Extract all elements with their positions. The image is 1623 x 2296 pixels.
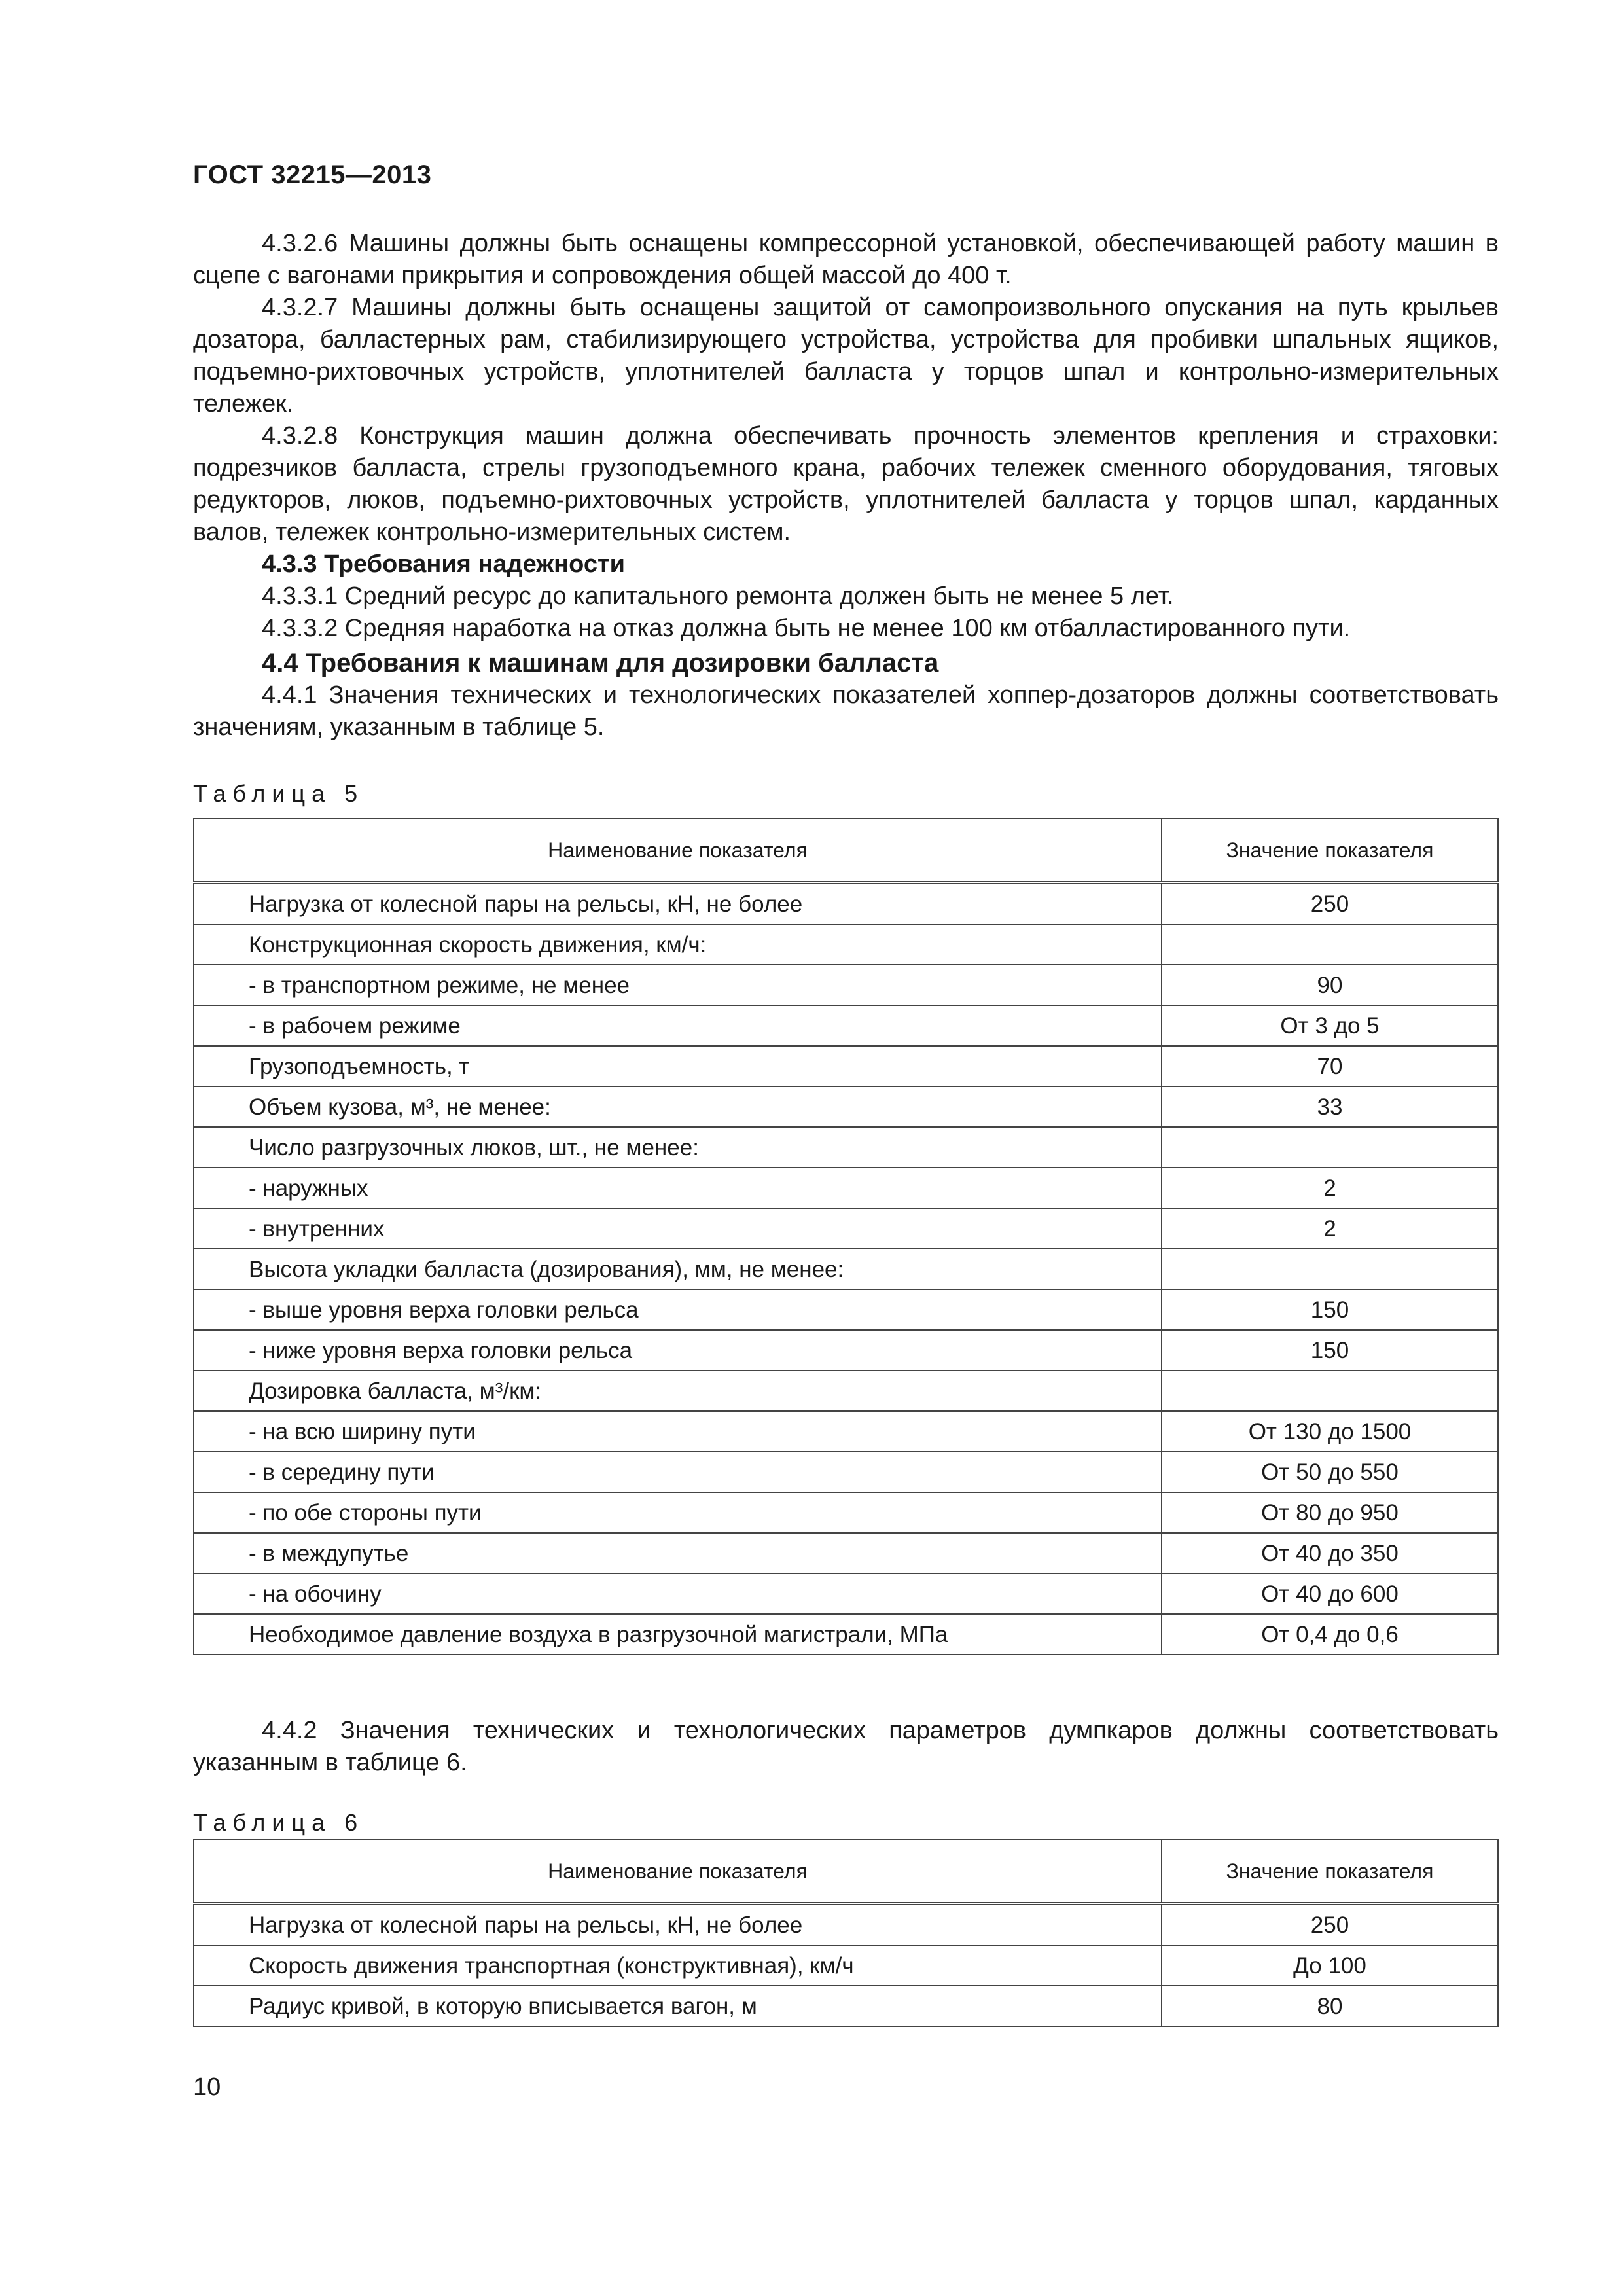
document-header: ГОСТ 32215—2013 [193, 160, 432, 189]
heading-4-3-3: 4.3.3 Требования надежности [262, 550, 625, 578]
table-5-caption: Таблица 5 [193, 780, 365, 807]
row-name-cell: Число разгрузочных люков, шт., не менее: [194, 1127, 1162, 1168]
table-row [194, 1533, 1498, 1573]
column-header-value: Значение показателя [1162, 1840, 1498, 1904]
row-value-cell: От 80 до 950 [1162, 1492, 1498, 1533]
row-value-cell [1162, 1371, 1498, 1411]
row-value-cell: 2 [1162, 1208, 1498, 1249]
paragraph-4-4-1: 4.4.1 Значения технических и технологических показателей хоппер-дозаторов должны соответствовать значениям, указанным в таблице 5. [193, 681, 1499, 741]
table-row [194, 1127, 1498, 1168]
row-name-cell: Скорость движения транспортная (конструктивная), км/ч [194, 1945, 1162, 1986]
row-name-cell: Радиус кривой, в которую вписывается вагон, м [194, 1986, 1162, 2026]
table-row [194, 1005, 1498, 1046]
row-name-cell: Нагрузка от колесной пары на рельсы, кН, не более [194, 1904, 1162, 1946]
row-value-cell: 250 [1162, 1904, 1498, 1946]
table-5 [193, 818, 1499, 1655]
table-row [194, 1289, 1498, 1330]
row-name-cell: - выше уровня верха головки рельса [194, 1289, 1162, 1330]
table-row [194, 1086, 1498, 1127]
row-name-cell: Конструкционная скорость движения, км/ч: [194, 924, 1162, 965]
table-5-body [194, 883, 1498, 1655]
row-value-cell: До 100 [1162, 1945, 1498, 1986]
row-name-cell: Необходимое давление воздуха в разгрузочной магистрали, МПа [194, 1614, 1162, 1655]
row-name-cell: - ниже уровня верха головки рельса [194, 1330, 1162, 1371]
text-block-requirements [193, 228, 1499, 744]
table-header-row [194, 1840, 1498, 1904]
table-row [194, 1249, 1498, 1289]
row-value-cell: От 130 до 1500 [1162, 1411, 1498, 1452]
row-value-cell: От 0,4 до 0,6 [1162, 1614, 1498, 1655]
row-name-cell: Объем кузова, м³, не менее: [194, 1086, 1162, 1127]
row-name-cell: - наружных [194, 1168, 1162, 1208]
row-value-cell: 2 [1162, 1168, 1498, 1208]
row-name-cell: Грузоподъемность, т [194, 1046, 1162, 1086]
table-row [194, 924, 1498, 965]
row-name-cell: Высота укладки балласта (дозирования), мм, не менее: [194, 1249, 1162, 1289]
row-name-cell: - в транспортном режиме, не менее [194, 965, 1162, 1005]
table-row [194, 1168, 1498, 1208]
table-row [194, 1330, 1498, 1371]
row-value-cell: От 40 до 600 [1162, 1573, 1498, 1614]
row-value-cell: От 40 до 350 [1162, 1533, 1498, 1573]
row-name-cell: - по обе стороны пути [194, 1492, 1162, 1533]
table-row [194, 1614, 1498, 1655]
row-value-cell [1162, 924, 1498, 965]
table-header-row [194, 819, 1498, 883]
row-value-cell: 90 [1162, 965, 1498, 1005]
paragraph-4-3-3-1: 4.3.3.1 Средний ресурс до капитального ремонта должен быть не менее 5 лет. [262, 583, 1174, 610]
row-name-cell: Нагрузка от колесной пары на рельсы, кН, не более [194, 883, 1162, 925]
table-row [194, 1986, 1498, 2026]
row-value-cell: 150 [1162, 1330, 1498, 1371]
row-value-cell: 250 [1162, 883, 1498, 925]
paragraph-4-3-2-6: 4.3.2.6 Машины должны быть оснащены компрессорной установкой, обеспечивающей работу машин в сцепе с вагонами прикрытия и сопровождения общей массой до 400 т. [193, 230, 1499, 289]
table-row [194, 1411, 1498, 1452]
row-value-cell: От 50 до 550 [1162, 1452, 1498, 1492]
column-header-name: Наименование показателя [194, 819, 1162, 883]
table-6-body [194, 1904, 1498, 2027]
table-row [194, 1452, 1498, 1492]
table-row [194, 965, 1498, 1005]
row-name-cell: - на всю ширину пути [194, 1411, 1162, 1452]
page-number: 10 [193, 2073, 221, 2101]
row-value-cell: 70 [1162, 1046, 1498, 1086]
table-row [194, 1208, 1498, 1249]
paragraph-4-3-3-2: 4.3.3.2 Средняя наработка на отказ должна быть не менее 100 км отбалластированного пути. [262, 615, 1351, 642]
row-name-cell: - в междупутье [194, 1533, 1162, 1573]
row-name-cell: - в рабочем режиме [194, 1005, 1162, 1046]
table-row [194, 1492, 1498, 1533]
text-block-dumpcar [193, 1715, 1499, 1779]
table-6-caption: Таблица 6 [193, 1809, 365, 1836]
table-row [194, 1573, 1498, 1614]
row-value-cell: 150 [1162, 1289, 1498, 1330]
paragraph-4-4-2: 4.4.2 Значения технических и технологических параметров думпкаров должны соответствовать указанным в таблице 6. [193, 1717, 1499, 1776]
column-header-name: Наименование показателя [194, 1840, 1162, 1904]
table-row [194, 1046, 1498, 1086]
heading-4-4: 4.4 Требования к машинам для дозировки балласта [262, 649, 939, 677]
row-value-cell: От 3 до 5 [1162, 1005, 1498, 1046]
column-header-value: Значение показателя [1162, 819, 1498, 883]
table-row [194, 1904, 1498, 1946]
row-value-cell: 80 [1162, 1986, 1498, 2026]
row-value-cell [1162, 1249, 1498, 1289]
row-value-cell [1162, 1127, 1498, 1168]
table-row [194, 1945, 1498, 1986]
table-row [194, 883, 1498, 925]
paragraph-4-3-2-8: 4.3.2.8 Конструкция машин должна обеспечивать прочность элементов крепления и страховки: подрезчиков балласта, стрелы грузоподъемного крана, рабочих тележек сменного оборудования, тяговых редукторов, люков, подъемно-рихтовочных устройств, уплотнителей балласта у торцов шпал, карданных валов, тележек контрольно-измерительных систем. [193, 422, 1499, 546]
row-name-cell: - внутренних [194, 1208, 1162, 1249]
row-value-cell: 33 [1162, 1086, 1498, 1127]
row-name-cell: - в середину пути [194, 1452, 1162, 1492]
table-row [194, 1371, 1498, 1411]
row-name-cell: - на обочину [194, 1573, 1162, 1614]
paragraph-4-3-2-7: 4.3.2.7 Машины должны быть оснащены защитой от самопроизвольного опускания на путь крыльев дозатора, балластерных рам, стабилизирующего устройства, устройства для пробивки шпальных ящиков, подъемно-рихтовочных устройств, уплотнителей балласта у торцов шпал и контрольно-измерительных тележек. [193, 294, 1499, 418]
row-name-cell: Дозировка балласта, м³/км: [194, 1371, 1162, 1411]
table-6 [193, 1839, 1499, 2027]
